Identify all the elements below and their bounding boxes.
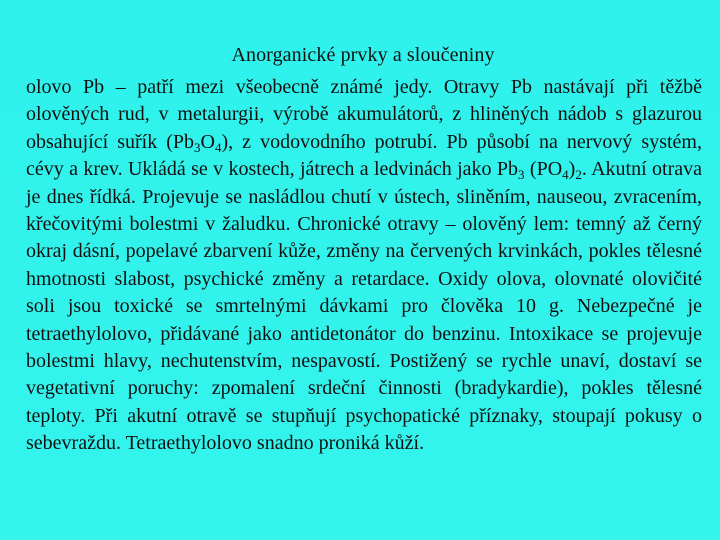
subscript-5: 2: [575, 167, 582, 183]
subscript-3: 3: [518, 167, 525, 183]
slide-title-text: Anorganické prvky a sloučeniny: [231, 44, 495, 66]
body-paragraph: [26, 74, 702, 458]
text-segment-1: – patří mezi všeobecně známé jedy. Otravy Pb nastávají při těžbě olověných rud, v metalurgii, výrobě akumulátorů, z hliněných nádob s glazurou obsahující suřík (Pb: [26, 76, 702, 153]
text-segment-3: ), z vodovodního potrubí. Pb působí na nervový systém, cévy a krev. Ukládá se v kostech, játrech a ledvinách jako Pb: [26, 130, 702, 181]
subscript-1: 3: [194, 139, 201, 155]
text-segment-6: . Akutní otrava je dnes řídká. Projevuje se nasládlou chutí v ústech, sliněním, nauseou, zvracením, křečovitými bolestmi v žaludku. Chronické otravy – olověný lem: temný až černý okraj dásní, popelavé zbarvení kůže, změny na červených krvinkách, pokles tělesné hmotnosti slabost, psychické změny a retardace. Oxidy olova, olovnaté olovičité soli jsou toxické se smrtelnými dávkami pro člověka 10 g. Nebezpečné je tetraethylolovo, přidávané jako antidetonátor do benzinu. Intoxikace se projevuje bolestmi hlavy, nechutenstvím, nespavostí. Postižený se rychle unaví, dostaví se vegetativní poruchy: zpomalení srdeční činnosti (bradykardie), pokles tělesné teploty. Při akutní otravě se stupňují psychopatické příznaky, stoupají pokusy o sebevraždu. Tetraethylolovo snadno proniká kůží.: [26, 158, 702, 455]
lead-term: olovo Pb: [26, 76, 105, 98]
text-segment-5: ): [568, 158, 576, 181]
text-segment-2: O: [200, 130, 215, 153]
slide-title: [0, 41, 720, 69]
text-segment-4: (PO: [524, 158, 563, 181]
subscript-4: 4: [562, 167, 569, 183]
subscript-2: 4: [215, 139, 222, 155]
